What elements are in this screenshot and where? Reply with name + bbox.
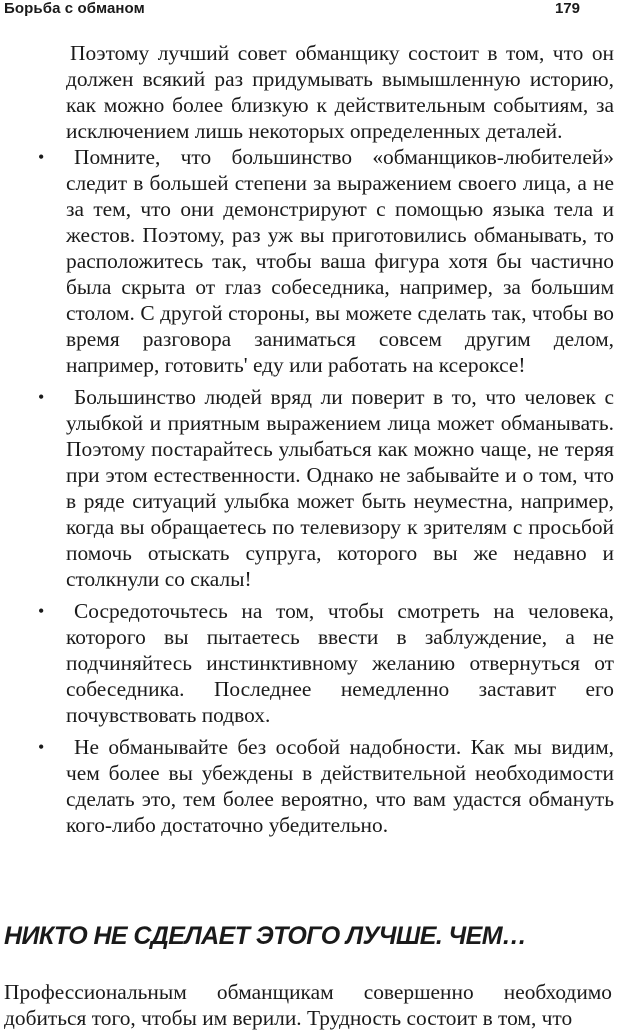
list-item <box>0 384 614 592</box>
list-item <box>0 144 614 378</box>
running-title: Борьба с обманом <box>4 0 145 17</box>
bullet-icon: • <box>38 737 45 757</box>
list-item-text: Сосредоточьтесь на том, чтобы смотреть на человека, которого вы пытаетесь ввести в заблуждение, а не подчиняйтесь инстинктивному желанию отвернуться от собеседника. Последнее немедленно заставит его почувствовать подвох. <box>66 599 614 727</box>
list-item-text: Помните, что большинство «обманщиков-любителей» следит в большей степени за выражением своего лица, а не за тем, что они демонстрируют с помощью языка тела и жестов. Поэтому, раз уж вы приготовились обманывать, то расположитесь так, чтобы ваша фигура хотя бы частично была скрыта от глаз собеседника, например, за большим столом. С другой стороны, вы можете сделать так, чтобы во время разговора заниматься совсем другим делом, например, готовить' еду или работать на ксероксе! <box>66 145 614 377</box>
advice-list <box>0 144 620 844</box>
bullet-icon: • <box>38 601 45 621</box>
list-item <box>0 598 614 728</box>
closing-paragraph: Профессиональным обманщикам совершенно необходимо добиться того, чтобы им верили. Трудность состоит в том, что <box>4 980 612 1030</box>
section-heading: НИКТО НЕ СДЕЛАЕТ ЭТОГО ЛУЧШЕ. ЧЕМ… <box>4 922 527 950</box>
list-item-text: Не обманывайте без особой надобности. Как мы видим, чем более вы убеждены в действительной необходимости сделать это, тем более вероятно, что вам удастся обмануть кого-либо достаточно убедительно. <box>66 735 614 837</box>
bullet-icon: • <box>38 387 45 407</box>
page-number: 179 <box>554 0 580 17</box>
list-item <box>0 734 614 838</box>
intro-paragraph: Поэтому лучший совет обманщику состоит в том, что он должен всякий раз придумывать вымышленную историю, как можно более близкую к действительным событиям, за исключением лишь некоторых определенных деталей. <box>66 41 614 143</box>
bullet-icon: • <box>38 147 45 167</box>
list-item-text: Большинство людей вряд ли поверит в то, что человек с улыбкой и приятным выражением лица может обманывать. Поэтому постарайтесь улыбаться как можно чаще, не теряя при этом естественности. Однако не забывайте и о том, что в ряде ситуаций улыбка может быть неуместна, например, когда вы обращаетесь по телевизору к зрителям с просьбой помочь отыскать супруга, которого вы же недавно и столкнули со скалы! <box>66 385 614 591</box>
